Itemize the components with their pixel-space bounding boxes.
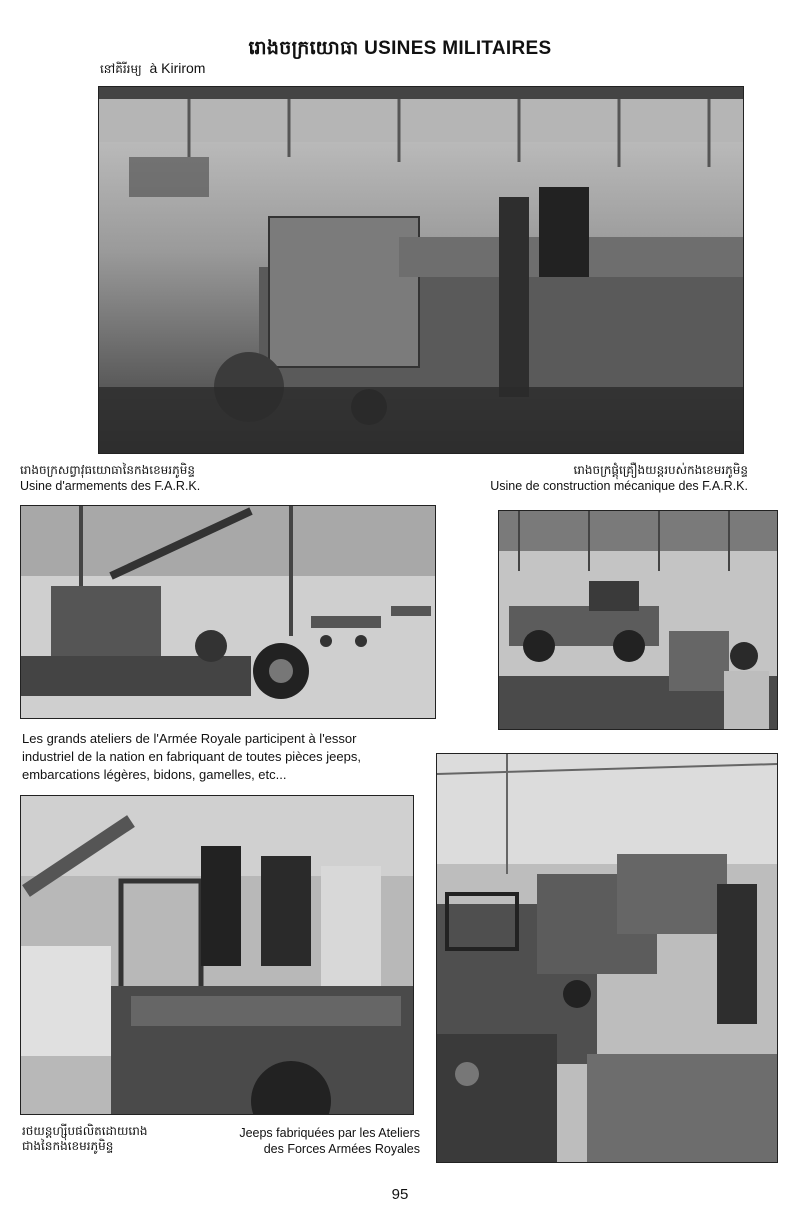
caption-mecanique (490, 463, 748, 494)
caption-jeeps-khmer (22, 1124, 147, 1154)
photo-workshop-lathe (98, 86, 744, 454)
caption-armements-french: Usine d'armements des F.A.R.K. (20, 479, 201, 493)
caption-armements (20, 463, 200, 494)
subtitle-khmer: នៅគិរីរម្យ (100, 62, 142, 76)
photo-jeeps-row (436, 753, 778, 1163)
description-paragraph (22, 730, 432, 784)
caption-jeeps-french-line-2: des Forces Armées Royales (263, 1142, 420, 1156)
caption-mecanique-french: Usine de construction mécanique des F.A.R.K. (490, 479, 748, 493)
photo-armements-workshop (20, 505, 436, 719)
page-number: 95 (391, 1186, 409, 1203)
caption-mecanique-khmer: រោងចក្រផ្គុំគ្រឿងយន្តរបស់កងខេមរភូមិន្ទ (573, 463, 748, 477)
caption-jeeps-french-line-1: Jeeps fabriquées par les Ateliers (239, 1126, 420, 1140)
caption-armements-khmer: រោងចក្រសព្វាវុធយោធានៃកងខេមរភូមិន្ទ (20, 463, 195, 477)
photo-mecanique-workshop (498, 510, 778, 730)
paragraph-line-3: embarcations légères, bidons, gamelles, etc... (22, 767, 287, 782)
caption-jeeps-french (239, 1125, 420, 1157)
page-subtitle (100, 60, 205, 79)
title-khmer: រោងចក្រយោធា (248, 37, 359, 59)
subtitle-french: à Kirirom (149, 60, 206, 76)
paragraph-line-2: industriel de la nation en fabriquant de toutes pièces jeeps, (22, 749, 361, 764)
caption-jeeps-khmer-line-2: ជាងនៃកងខេមរភូមិន្ទ (22, 1139, 114, 1153)
paragraph-line-1: Les grands ateliers de l'Armée Royale participent à l'essor (22, 731, 357, 746)
photo-jeep-inspection (20, 795, 414, 1115)
title-french: USINES MILITAIRES (364, 38, 552, 59)
caption-jeeps-khmer-line-1: រថយន្តហ្ស៊ីបផលិតដោយរោង (22, 1124, 148, 1138)
